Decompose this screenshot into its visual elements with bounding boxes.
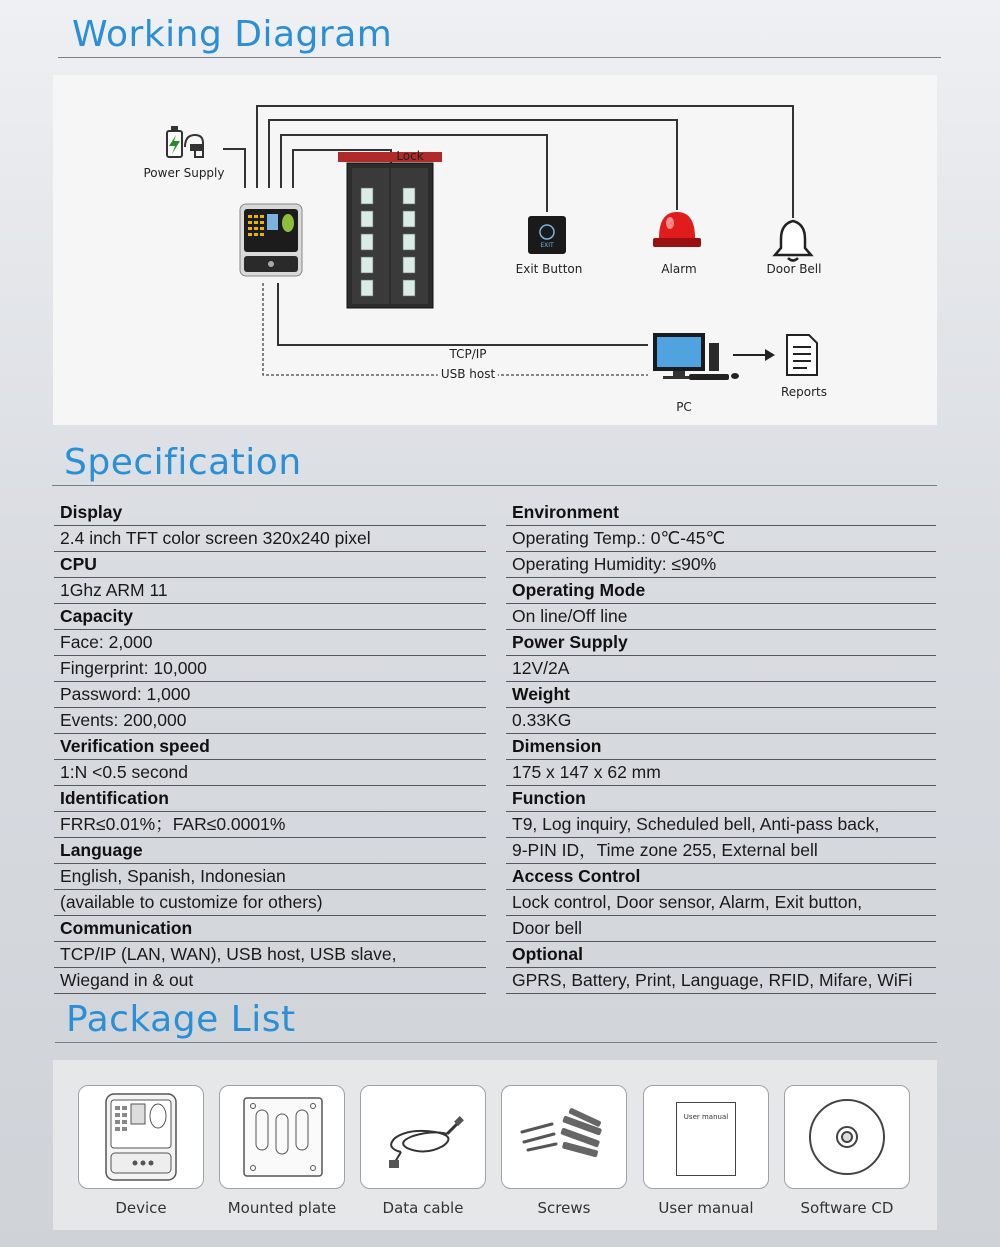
spec-value: TCP/IP (LAN, WAN), USB host, USB slave,	[54, 942, 486, 968]
package-item-device	[78, 1085, 204, 1217]
reports-label: Reports	[780, 385, 828, 399]
screws-image	[501, 1085, 627, 1189]
mounted-plate-image	[219, 1085, 345, 1189]
spec-value: 9-PIN ID，Time zone 255, External bell	[506, 838, 936, 864]
spec-heading: Communication	[54, 916, 486, 942]
spec-value: 12V/2A	[506, 656, 936, 682]
manual-cover	[676, 1102, 736, 1176]
spec-heading: Access Control	[506, 864, 936, 890]
title-rule	[58, 57, 941, 58]
spec-heading: CPU	[54, 552, 486, 578]
spec-heading: Display	[54, 500, 486, 526]
spec-value: T9, Log inquiry, Scheduled bell, Anti-pass back,	[506, 812, 936, 838]
package-list-title: Package List	[66, 999, 296, 1040]
spec-value: Face: 2,000	[54, 630, 486, 656]
package-item-user-manual	[643, 1085, 769, 1217]
spec-value: Fingerprint: 10,000	[54, 656, 486, 682]
tcpip-label: TCP/IP	[449, 347, 487, 361]
pc-label: PC	[676, 400, 692, 414]
package-list	[53, 1060, 937, 1230]
door-icon	[338, 152, 442, 308]
spec-heading: Power Supply	[506, 630, 936, 656]
spec-value: English, Spanish, Indonesian	[54, 864, 486, 890]
package-label: Data cable	[382, 1199, 464, 1217]
spec-heading: Optional	[506, 942, 936, 968]
usb-wire	[263, 283, 648, 375]
terminal-device-icon	[240, 204, 302, 276]
package-item-mounted-plate	[219, 1085, 345, 1217]
spec-rule	[52, 485, 937, 486]
tcpip-wire	[278, 283, 648, 345]
package-rule	[55, 1042, 937, 1043]
spec-value: FRR≤0.01%；FAR≤0.0001%	[54, 812, 486, 838]
doorbell-wire	[257, 106, 793, 218]
software-cd-image	[784, 1085, 910, 1189]
spec-value: 175 x 147 x 62 mm	[506, 760, 936, 786]
usb-host-label: USB host	[438, 367, 498, 381]
spec-value: 1Ghz ARM 11	[54, 578, 486, 604]
door-bell-icon	[775, 221, 811, 261]
user-manual-image	[643, 1085, 769, 1189]
alarm-label: Alarm	[661, 262, 697, 276]
spec-heading: Language	[54, 838, 486, 864]
working-diagram-title: Working Diagram	[72, 14, 393, 55]
spec-heading: Function	[506, 786, 936, 812]
package-label: User manual	[658, 1199, 754, 1217]
spec-value: On line/Off line	[506, 604, 936, 630]
lock-label: Lock	[396, 149, 424, 163]
device-image	[78, 1085, 204, 1189]
working-diagram	[53, 75, 937, 425]
manual-cover-text: User manual	[683, 1113, 729, 1121]
package-item-data-cable	[360, 1085, 486, 1217]
package-label: Software CD	[800, 1199, 894, 1217]
spec-value: Lock control, Door sensor, Alarm, Exit button,	[506, 890, 936, 916]
power-wire	[223, 149, 245, 188]
package-label: Mounted plate	[227, 1199, 337, 1217]
data-cable-image	[360, 1085, 486, 1189]
reports-arrow-head	[765, 349, 775, 361]
specification-title: Specification	[64, 442, 302, 483]
spec-column-left	[54, 500, 486, 994]
spec-value: 1:N <0.5 second	[54, 760, 486, 786]
exit-button-label: Exit Button	[515, 262, 583, 276]
spec-heading: Dimension	[506, 734, 936, 760]
spec-value: Events: 200,000	[54, 708, 486, 734]
door-bell-label: Door Bell	[766, 262, 822, 276]
spec-value: 0.33KG	[506, 708, 936, 734]
package-item-screws	[501, 1085, 627, 1217]
spec-column-right	[506, 500, 936, 994]
spec-heading: Operating Mode	[506, 578, 936, 604]
spec-value: Operating Temp.: 0℃-45℃	[506, 526, 936, 552]
spec-value: Operating Humidity: ≤90%	[506, 552, 936, 578]
spec-heading: Identification	[54, 786, 486, 812]
spec-heading: Environment	[506, 500, 936, 526]
spec-heading: Weight	[506, 682, 936, 708]
spec-heading: Capacity	[54, 604, 486, 630]
alarm-wire	[269, 120, 677, 210]
spec-value: Password: 1,000	[54, 682, 486, 708]
spec-value: Wiegand in & out	[54, 968, 486, 994]
spec-value: GPRS, Battery, Print, Language, RFID, Mifare, WiFi	[506, 968, 936, 994]
reports-icon	[787, 335, 817, 375]
exit-button-icon	[528, 216, 566, 254]
spec-heading: Verification speed	[54, 734, 486, 760]
power-supply-label: Power Supply	[143, 166, 225, 180]
spec-value: (available to customize for others)	[54, 890, 486, 916]
alarm-icon	[653, 212, 701, 247]
package-label: Device	[115, 1199, 167, 1217]
exit-button-text: EXIT	[540, 242, 554, 249]
spec-value: 2.4 inch TFT color screen 320x240 pixel	[54, 526, 486, 552]
pc-icon	[653, 333, 739, 380]
package-label: Screws	[537, 1199, 591, 1217]
package-item-software-cd	[784, 1085, 910, 1217]
power-supply-icon	[167, 126, 203, 157]
spec-value: Door bell	[506, 916, 936, 942]
